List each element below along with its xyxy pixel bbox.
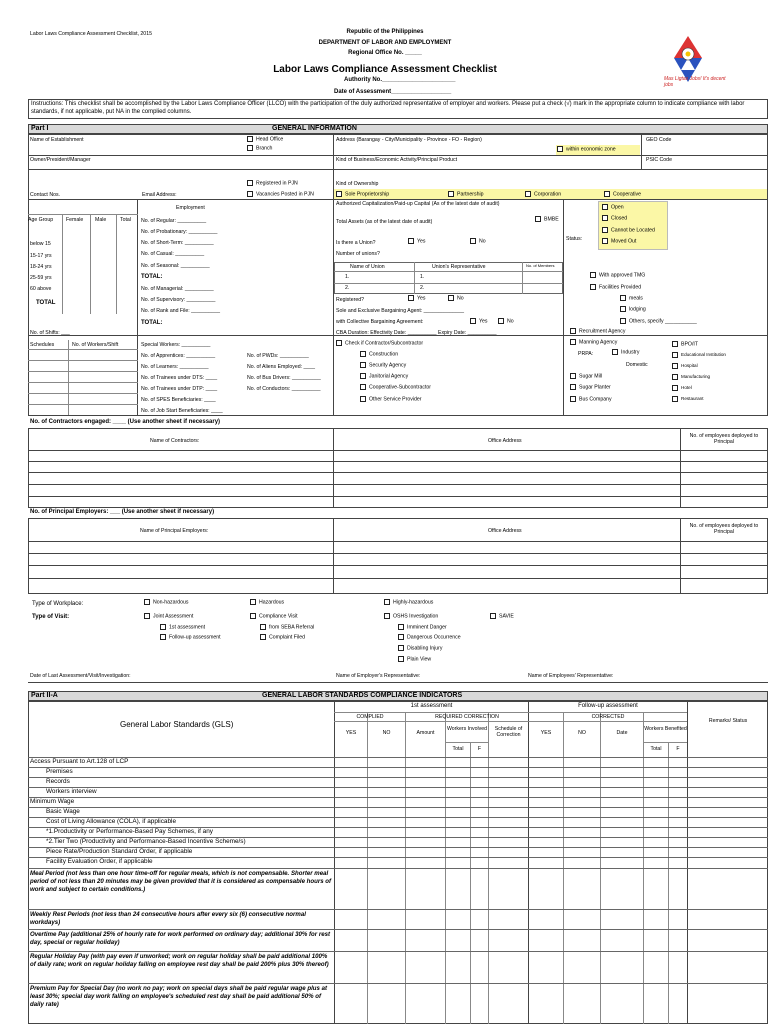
gls-col-schedule: Schedule of Correction (494, 726, 523, 738)
kind-business-label: Kind of Business/Economic Activity/Principal Product (336, 157, 458, 163)
visit-first[interactable]: 1st assessment (160, 624, 205, 630)
visit-seba[interactable]: from SEBA Referral (260, 624, 314, 630)
age-header-total: Total (120, 217, 131, 223)
status-closed[interactable]: Closed (602, 215, 627, 221)
contractor-security[interactable]: Security Agency (360, 362, 406, 368)
total-assets-label: Total Assets (as of the latest date of audit) (336, 219, 433, 225)
email-label: Email Address: (142, 192, 177, 198)
within-ecozone-option[interactable]: within economic zone (556, 145, 640, 155)
kind-ownership-label: Kind of Ownership (336, 181, 379, 187)
emp-regular: No. of Regular: __________ (141, 218, 207, 224)
gls-followup: Follow-up assessment (578, 703, 638, 709)
cba-yes[interactable]: Yes (470, 318, 487, 324)
principal-engaged: No. of Principal Employers: ___ (Use another sheet if necessary) (30, 509, 215, 515)
emp-casual: No. of Casual: __________ (141, 251, 205, 257)
age-header-female: Female (66, 217, 84, 223)
emp-total-1: TOTAL: (141, 274, 163, 280)
gls-required-correction: REQUIRED CORRECTION (435, 714, 499, 720)
gls-title: General Labor Standards (GLS) (120, 720, 234, 729)
owner-label: Owner/President/Manager (30, 157, 91, 163)
special-jobstart: No. of Job Start Beneficiaries: ____ (141, 408, 223, 414)
contractors-col-employees: No. of employees deployed to Principal (689, 433, 759, 445)
visit-disabling[interactable]: Disabling Injury (398, 645, 442, 651)
part1-label: Part I (31, 125, 49, 132)
union-row-2: 2. (345, 285, 350, 291)
gls-col-date: Date (616, 730, 628, 736)
contractor-construction[interactable]: Construction (360, 351, 398, 357)
employer-rep-label: Name of Employer's Representative: (336, 673, 421, 679)
gls-item-minimum-wage: Minimum Wage (30, 798, 75, 805)
status-cannot-locate[interactable]: Cannot be Located (602, 227, 655, 233)
cba-duration: CBA Duration: Effectivity Date: __________ Expiry Date: __________ (336, 330, 497, 336)
head-office-option[interactable]: Head Office (247, 136, 283, 142)
gls-corrected: CORRECTED (591, 714, 625, 720)
visit-plainview[interactable]: Plain View (398, 656, 431, 662)
special-apprentices: No. of Apprentices: __________ (141, 353, 216, 359)
facility-others[interactable]: Others, specify ___________ (620, 318, 697, 324)
principal-col-name: Name of Principal Employers: (140, 528, 209, 534)
special-dts: No. of Trainees under DTS: ____ (141, 375, 218, 381)
visit-followup[interactable]: Follow-up assessment (160, 634, 221, 640)
gls-item-basic-wage: Basic Wage (46, 808, 80, 815)
emp-managerial: No. of Managerial: __________ (141, 286, 214, 292)
gls-premium-pay: Premium Pay for Special Day (no work no pay; work on special days shall be paid regular wage plus at least 30%; special day work falling on employee's scheduled rest day shall be paid additional 50% of daily rate) (30, 985, 327, 1008)
hospital-option[interactable]: Hospital (672, 363, 698, 369)
authority-no: Authority No.______________________ (344, 77, 456, 83)
manning-option[interactable]: Manning Agency (570, 339, 617, 345)
contractor-check[interactable]: Check if Contractor/Subcontractor (336, 340, 423, 346)
gls-sub-f: F (477, 746, 482, 752)
part1-heading: GENERAL INFORMATION (272, 125, 357, 132)
gls-col-amount: Amount (416, 730, 435, 736)
department-line: DEPARTMENT OF LABOR AND EMPLOYMENT (318, 40, 452, 46)
gls-item-piece-rate: Piece Rate/Production Standard Order, if applicable (46, 848, 193, 855)
ownership-sole[interactable]: Sole Proprietorship (336, 191, 389, 197)
special-learners: No. of Learners: __________ (141, 364, 209, 370)
ownership-corporation[interactable]: Corporation (525, 191, 561, 197)
bmbe-option[interactable]: BMBE (535, 216, 559, 222)
gls-item-premises: Premises (46, 768, 73, 775)
age-total: TOTAL (36, 300, 56, 306)
gls-sub-total-2: Total (650, 746, 662, 752)
republic-line: Republic of the Philippines (346, 29, 424, 35)
branch-option[interactable]: Branch (247, 145, 272, 151)
number-unions-label: Number of unions? (336, 251, 380, 257)
special-spes: No. of SPES Beneficiaries: ____ (141, 397, 216, 403)
union-row-1: 1. (345, 274, 350, 280)
ownership-cooperative[interactable]: Cooperative (604, 191, 641, 197)
age-60-above: 60 above (30, 286, 52, 292)
gls-col-yes: YES (345, 730, 357, 736)
sugar-planter-option[interactable]: Sugar Planter (570, 384, 611, 390)
name-establishment-label: Name of Establishment (30, 137, 84, 143)
visit-compliance[interactable]: Compliance Visit (250, 613, 298, 619)
visit-joint[interactable]: Joint Assessment (144, 613, 193, 619)
hotel-option[interactable]: Hotel (672, 385, 692, 391)
gls-item-cola: Cost of Living Allowance (COLA), if applicable (46, 818, 177, 825)
workplace-non-hazardous[interactable]: Non-hazardous (144, 599, 188, 605)
facility-meals[interactable]: meals (620, 295, 643, 301)
manufacturing-option[interactable]: Manufacturing (672, 374, 710, 380)
cba-no[interactable]: No (498, 318, 514, 324)
regional-office: Regional Office No. _____ (348, 50, 422, 56)
facilities-option[interactable]: Facilities Provided (590, 284, 641, 290)
prpa-industry[interactable]: Industry (612, 349, 639, 355)
status-label: Status: (566, 236, 583, 242)
sugar-mill-option[interactable]: Sugar Mill (570, 373, 602, 379)
gls-meal-period: Meal Period (not less than one hour time-off for regular meals, which is not compensable. Shorter meal period of not less than 20 minutes may be given provided that it is considered as compensable hours of work and subject to certain conditions.) (30, 870, 332, 893)
age-below-15: below 15 (30, 241, 51, 247)
visit-imminent[interactable]: Imminent Danger (398, 624, 447, 630)
age-18-24: 18-24 yrs (30, 264, 52, 270)
address-label: Address (Barangay - City/Municipality - Province - FO - Region) (336, 137, 482, 143)
special-dtp: No. of Trainees under DTP: ____ (141, 386, 218, 392)
gls-regular-holiday: Regular Holiday Pay (with pay even if unworked; work on regular holiday shall be paid additional 100% of daily rate; work on regular holiday falling on employee rest day shall be paid 200% plus 30% thereof) (30, 953, 329, 968)
prpa-label: PRPA: (578, 351, 594, 357)
gls-col-yes-2: YES (540, 730, 552, 736)
emp-supervisory: No. of Supervisory: __________ (141, 297, 216, 303)
visit-oshs[interactable]: OSHS Investigation (384, 613, 438, 619)
with-cba-label: with Collective Bargaining Agreement: (336, 319, 424, 325)
emp-probationary: No. of Probationary: __________ (141, 229, 218, 235)
vacancies-pjn-option[interactable]: Vacancies Posted in PJN (247, 191, 314, 197)
special-bus-drivers: No. of Bus Drivers: __________ (247, 375, 321, 381)
sole-agent-label: Sole and Exclusive Bargaining Agent: ______________ (336, 308, 465, 314)
principal-table (28, 518, 768, 594)
registered-yes[interactable]: Yes (408, 295, 425, 301)
authorized-capital-label: Authorized Capitalization/Paid-up Capital (As of the latest date of audit) (336, 201, 500, 207)
union-rep-row-2: 2. (420, 285, 425, 291)
status-open[interactable]: Open (602, 204, 624, 210)
contractor-janitorial[interactable]: Janitorial Agency (360, 373, 408, 379)
contractors-col-name: Name of Contractors: (150, 438, 200, 444)
employees-rep-label: Name of Employees' Representative: (528, 673, 614, 679)
contractor-cooperative[interactable]: Cooperative-Subcontractor (360, 384, 431, 390)
bpo-option[interactable]: BPO/IT (672, 341, 698, 347)
gls-sub-f-2: F (676, 746, 680, 752)
registered-label: Registered? (336, 297, 364, 303)
union-rep-row-1: 1. (420, 274, 425, 280)
gls-first-assessment: 1st assessment (410, 703, 453, 709)
dole-logo (664, 32, 730, 92)
gls-weekly-rest: Weekly Rest Periods (not less than 24 consecutive hours after every six (6) consecutive normal workdays) (30, 911, 306, 926)
contractors-col-address: Office Address (488, 438, 522, 444)
page-title: Labor Laws Compliance Assessment Checklist (273, 64, 497, 75)
emp-total-2: TOTAL: (141, 320, 163, 326)
prpa-domestic: Domestic (626, 362, 648, 368)
special-workers: Special Workers: __________ (141, 342, 211, 348)
geo-code-label: GEO Code (646, 137, 672, 143)
registered-pjn-option[interactable]: Registered in PJN (247, 180, 298, 186)
gls-col-no-2: NO (578, 730, 586, 736)
workplace-hazardous[interactable]: Hazardous (250, 599, 284, 605)
special-conductors: No. of Conductors: __________ (247, 386, 321, 392)
employment-label: Employment (176, 205, 205, 211)
type-workplace-label: Type of Workplace: (32, 601, 84, 607)
ownership-partnership[interactable]: Partnership (448, 191, 484, 197)
logo-tagline: Mas Ligtas Jobs! It's decent jobs (664, 76, 726, 88)
emp-seasonal: No. of Seasonal: __________ (141, 263, 210, 269)
part1-header-bar (28, 124, 768, 134)
instructions-text: Instructions: This checklist shall be accomplished by the Labor Laws Compliance Officer (LLCO) with the participation of the duly authorized representative of employer and workers. Please put a check (√) mark in the appropriate column to indicate compliance with labor standards, if not applicable, put NA in the complied columns. (31, 101, 745, 115)
visit-dangerous[interactable]: Dangerous Occurrence (398, 634, 461, 640)
date-of-assessment: Date of Assessment__________________ (334, 89, 452, 95)
gls-item-interview: Workers interview (46, 788, 97, 795)
approved-tmg-option[interactable]: With approved TMG (590, 272, 645, 278)
contact-nos-label: Contact Nos. (30, 192, 60, 198)
union-col-rep: Union's Representative (432, 264, 486, 270)
union-col-members: No. of Members (526, 263, 555, 268)
special-pwds: No. of PWDs: __________ (247, 353, 309, 359)
recruitment-option[interactable]: Recruitment Agency (570, 328, 625, 334)
principal-col-address: Office Address (488, 528, 522, 534)
contractors-engaged: No. of Contractors engaged: ____ (Use another sheet if necessary) (30, 419, 221, 425)
visit-savie[interactable]: SAVIE (490, 613, 514, 619)
gls-sub-total: Total (452, 746, 464, 752)
gls-item-tier-two: *2.Tier Two (Productivity and Performance-Based Incentive Scheme/s) (46, 838, 246, 845)
gls-item-facility: Facility Evaluation Order, if applicable (46, 858, 153, 865)
registered-no[interactable]: No (448, 295, 464, 301)
gls-remarks: Remarks/ Status (708, 718, 748, 724)
bus-company-option[interactable]: Bus Company (570, 396, 612, 402)
age-15-17: 15-17 yrs (30, 253, 52, 259)
gls-col-no: NO (382, 730, 391, 736)
contractor-other[interactable]: Other Service Provider (360, 396, 421, 402)
gls-col-workers-benefited: Workers Benefited (644, 726, 687, 732)
special-aliens: No. of Aliens Employed: ____ (247, 364, 316, 370)
status-moved-out[interactable]: Moved Out (602, 238, 636, 244)
psic-code-label: PSIC Code (646, 157, 672, 163)
union-yes[interactable]: Yes (408, 238, 425, 244)
emp-short-term: No. of Short-Term: __________ (141, 240, 214, 246)
principal-col-employees: No. of employees deployed to Principal (689, 523, 759, 535)
doc-reference: Labor Laws Compliance Assessment Checklist, 2015 (30, 31, 152, 37)
shifts-label: No. of Shifts: ___ (30, 330, 70, 336)
gls-item-productivity: *1.Productivity or Performance-Based Pay Schemes, if any (46, 828, 213, 835)
age-25-59: 25-59 yrs (30, 275, 52, 281)
schedules-label: Schedules (30, 342, 55, 348)
visit-complaint[interactable]: Complaint Filed (260, 634, 305, 640)
last-assessment-label: Date of Last Assessment/Visit/Investigation: (30, 673, 131, 679)
gls-item-access: Access Pursuant to Art.128 of LCP (30, 758, 129, 765)
gls-col-workers-involved: Workers Involved (447, 726, 487, 732)
workplace-highly-hazardous[interactable]: Highly-hazardous (384, 599, 433, 605)
emp-rank-file: No. of Rank and File: __________ (141, 308, 221, 314)
type-visit-label: Type of Visit: (32, 614, 70, 620)
part2a-label: Part II-A (31, 692, 58, 699)
educational-option[interactable]: Educational Institution (672, 352, 726, 358)
age-header-group: Age Group (28, 217, 54, 223)
union-col-name: Name of Union (350, 264, 385, 270)
gls-complied: COMPLIED (356, 714, 384, 720)
union-question: Is there a Union? (336, 240, 376, 246)
union-no[interactable]: No (470, 238, 486, 244)
age-header-male: Male (95, 217, 107, 223)
gls-overtime: Overtime Pay (additional 25% of hourly rate for work performed on ordinary day; additional 30% for rest day, special or regular holiday) (30, 931, 331, 946)
gls-item-records: Records (46, 778, 70, 785)
part2a-heading: GENERAL LABOR STANDARDS COMPLIANCE INDICATORS (262, 692, 463, 699)
workers-shift-label: No. of Workers/Shift (72, 342, 119, 348)
facility-lodging[interactable]: lodging (620, 306, 646, 312)
restaurant-option[interactable]: Restaurant (672, 396, 703, 402)
